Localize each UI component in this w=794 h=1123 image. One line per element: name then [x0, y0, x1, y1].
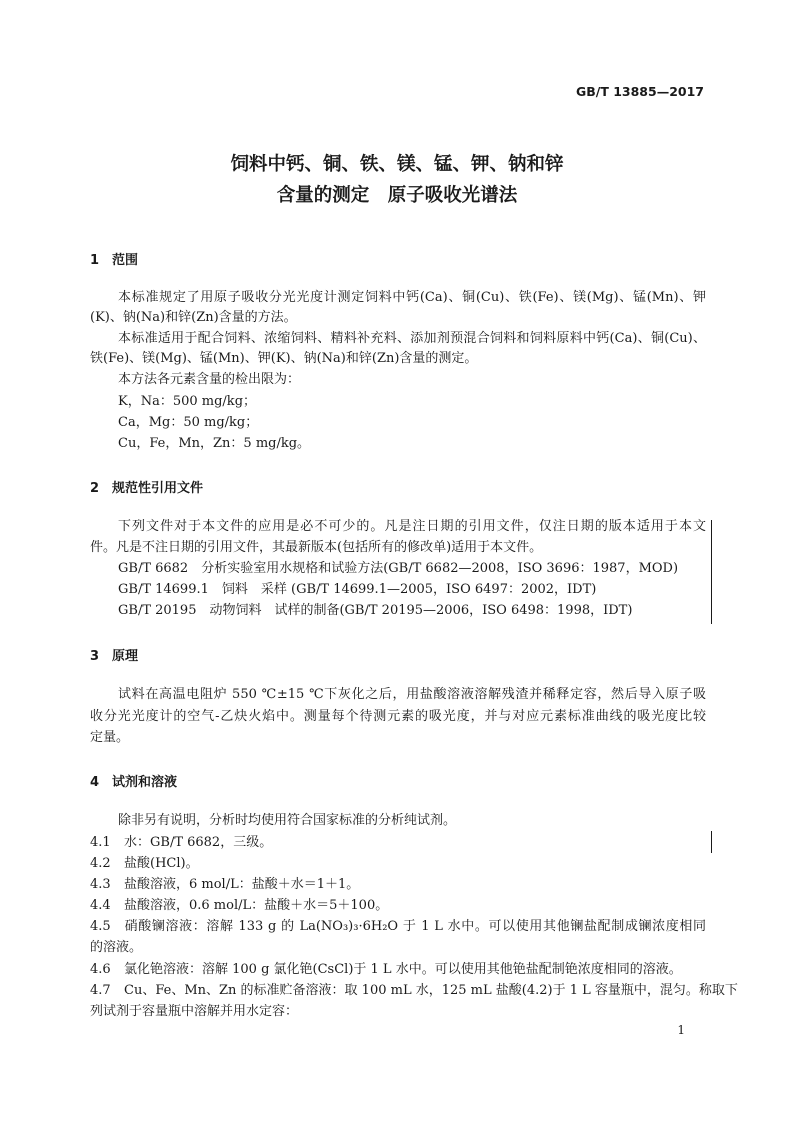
item-text: 氯化铯溶液：溶解 100 g 氯化铯(CsCl)于 1 L 水中。可以使用其他铯盐配制铯浓度相同的溶液。	[124, 962, 682, 977]
item-number: 4.3	[90, 877, 111, 892]
item-text: Cu、Fe、Mn、Zn 的标准贮备溶液：取 100 mL 水，125 mL 盐酸(4.2)于 1 L 容量瓶中，混匀。称取下	[124, 983, 738, 998]
reference-gb-t-20195: GB/T 20195 动物饲料 试样的制备(GB/T 20195—2006，ISO 6498：1998，IDT)	[118, 603, 633, 618]
item-text: 盐酸(HCl)。	[124, 856, 199, 871]
reagent-item-4-7-continued: 列试剂于容量瓶中溶解并用水定容：	[90, 1004, 299, 1019]
detection-limit-2: Ca，Mg：50 mg/kg；	[118, 415, 259, 430]
detection-limit-1: K，Na：500 mg/kg；	[118, 394, 257, 409]
document-title-line-2: 含量的测定 原子吸收光谱法	[276, 185, 518, 206]
detection-limit-3: Cu，Fe，Mn，Zn：5 mg/kg。	[118, 436, 311, 451]
item-text: 硝酸镧溶液：溶解 133 g 的 La(NO₃)₃·6H₂O 于 1 L 水中。可以使用其他镧盐配制成镧浓度相同	[124, 919, 706, 934]
reagents-intro: 除非另有说明，分析时均使用符合国家标准的分析纯试剂。	[118, 813, 457, 828]
section-number: 2	[90, 481, 100, 496]
section-title: 试剂和溶液	[112, 775, 178, 790]
section-number: 1	[90, 253, 100, 268]
reagent-item-4-2	[90, 854, 706, 874]
item-text: 水：GB/T 6682，三级。	[124, 835, 273, 850]
references-intro-line-2: 件。凡是不注日期的引用文件，其最新版本(包括所有的修改单)适用于本文件。	[90, 540, 543, 555]
principle-line-3: 定量。	[90, 730, 130, 745]
document-title-line-1: 饲料中钙、铜、铁、镁、锰、钾、钠和锌	[230, 154, 564, 175]
reagent-item-4-6	[90, 960, 706, 980]
references-intro-line-1: 下列文件对于本文件的应用是必不可少的。凡是注日期的引用文件，仅注日期的版本适用于本文	[118, 519, 706, 534]
section-number: 3	[90, 649, 100, 664]
item-text: 盐酸溶液，6 mol/L：盐酸＋水＝1＋1。	[124, 877, 360, 892]
reagent-item-4-5	[90, 917, 706, 937]
reference-gb-t-6682: GB/T 6682 分析实验室用水规格和试验方法(GB/T 6682—2008，ISO 3696：1987，MOD)	[118, 561, 679, 576]
section-3-heading	[90, 645, 138, 664]
reagent-item-4-1	[90, 833, 706, 853]
item-number: 4.6	[90, 962, 111, 977]
scope-paragraph-1-line-1: 本标准规定了用原子吸收分光光度计测定饲料中钙(Ca)、铜(Cu)、铁(Fe)、镁(Mg)、锰(Mn)、钾	[118, 290, 706, 305]
item-number: 4.2	[90, 856, 111, 871]
section-4-heading	[90, 771, 177, 790]
scope-paragraph-1-line-2: (K)、钠(Na)和锌(Zn)含量的方法。	[90, 310, 297, 325]
item-number: 4.1	[90, 835, 111, 850]
section-title: 规范性引用文件	[112, 481, 204, 496]
item-number: 4.7	[90, 983, 111, 998]
change-bar	[711, 520, 712, 624]
section-2-heading	[90, 477, 203, 496]
principle-line-2: 收分光光度计的空气-乙炔火焰中。测量每个待测元素的吸光度，并与对应元素标准曲线的吸光度比较	[90, 709, 706, 724]
item-text: 盐酸溶液，0.6 mol/L：盐酸＋水＝5＋100。	[124, 898, 389, 913]
reference-gb-t-14699-1: GB/T 14699.1 饲料 采样 (GB/T 14699.1—2005，ISO 6497：2002，IDT)	[118, 582, 597, 597]
reagent-item-4-3	[90, 875, 706, 895]
item-number: 4.5	[90, 919, 111, 934]
scope-paragraph-2-line-2: 铁(Fe)、镁(Mg)、锰(Mn)、钾(K)、钠(Na)和锌(Zn)含量的测定。	[90, 351, 478, 366]
standard-code: GB/T 13885—2017	[575, 84, 704, 99]
section-1-heading	[90, 249, 138, 268]
section-title: 原理	[112, 649, 139, 664]
scope-paragraph-3: 本方法各元素含量的检出限为：	[118, 372, 301, 387]
reagent-item-4-7	[90, 981, 738, 1001]
scope-paragraph-2-line-1: 本标准适用于配合饲料、浓缩饲料、精料补充料、添加剂预混合饲料和饲料原料中钙(Ca)、铜(Cu)、	[118, 331, 706, 346]
change-bar	[711, 831, 712, 853]
reagent-item-4-4	[90, 896, 706, 916]
reagent-item-4-5-continued: 的溶液。	[90, 940, 143, 955]
principle-line-1: 试料在高温电阻炉 550 ℃±15 ℃下灰化之后，用盐酸溶液溶解残渣并稀释定容，然后导入原子吸	[118, 687, 706, 702]
page-number: 1	[677, 1023, 685, 1037]
section-title: 范围	[112, 253, 139, 268]
section-number: 4	[90, 775, 100, 790]
item-number: 4.4	[90, 898, 111, 913]
